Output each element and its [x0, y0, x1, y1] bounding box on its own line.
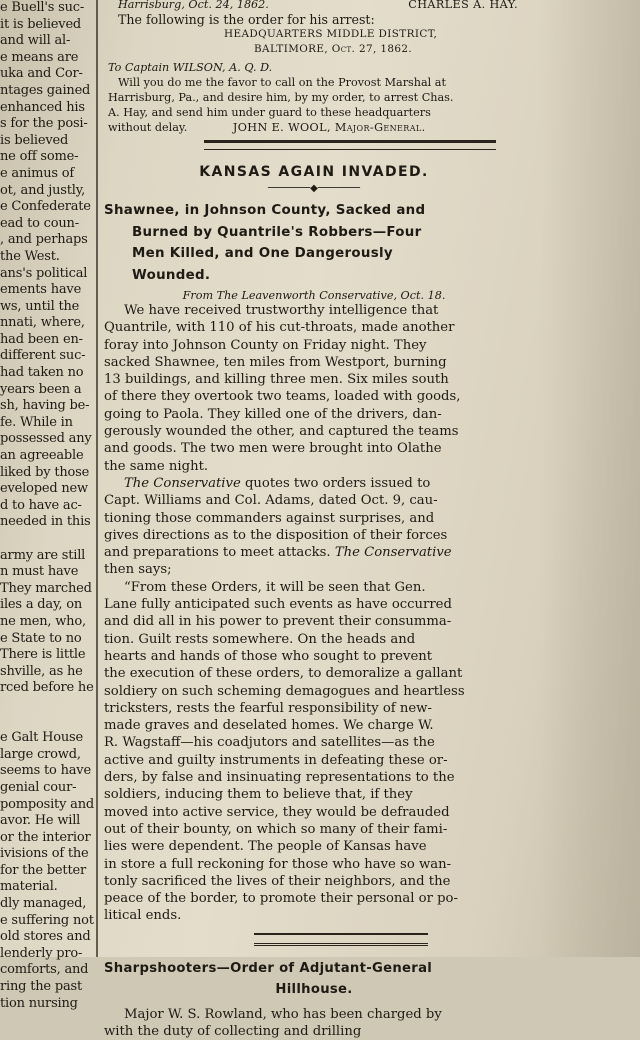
arrest-order: [104, 0, 524, 135]
left-column-line: different suc-: [0, 348, 86, 364]
article-body-line: in store a full reckoning for those who have so wan-: [104, 856, 452, 872]
left-column-line: nnati, where,: [0, 315, 85, 331]
order-body-3: A. Hay, and send him under guard to these headquarters: [108, 106, 431, 119]
left-column-line: ivisions of the: [0, 846, 89, 862]
left-column-line: possessed any: [0, 431, 92, 447]
left-column-line: ne men, who,: [0, 613, 86, 629]
second-article-body: [104, 1006, 524, 1040]
left-column-line: shville, as he: [0, 663, 83, 679]
article-body-line: foray into Johnson County on Friday night. They: [104, 337, 427, 353]
left-column-line: tion nursing: [0, 995, 78, 1011]
left-column-line: the West.: [0, 248, 60, 264]
article-body-line: hearts and hands of those who sought to prevent: [104, 648, 433, 664]
title-ornament: ───────◆───────: [268, 183, 360, 194]
left-column-text: [0, 0, 94, 1011]
page-edge-shadow: [540, 0, 640, 957]
article-body-line: ders, by false and insinuating representations to the: [104, 770, 455, 786]
left-column-line: comforts, and: [0, 962, 89, 978]
left-column-line: dly managed,: [0, 896, 87, 912]
left-column-line: e animus of: [0, 165, 75, 181]
article-body-line: R. Wagstaff—his coadjutors and satellites—as the: [104, 735, 435, 751]
order-body-1: Will you do me the favor to call on the Provost Marshal at: [118, 76, 446, 89]
article-body-line: “From these Orders, it will be seen that Gen.: [124, 579, 426, 595]
left-column-line: e Galt House: [0, 730, 83, 746]
left-column-line: [0, 714, 93, 731]
order-location-date: BALTIMORE, Oct. 27, 1862.: [254, 43, 413, 55]
left-column-line: , and perhaps: [0, 232, 88, 248]
left-column-line: old stores and: [0, 929, 91, 945]
left-column-line: avor. He will: [0, 813, 81, 829]
left-column-line: e suffering not: [0, 912, 94, 928]
second-article-body-line: Major W. S. Rowland, who has been charged by: [124, 1006, 442, 1022]
left-column-line: sh, having be-: [0, 398, 90, 414]
article-source: From The Leavenworth Conservative, Oct. 18.: [182, 289, 446, 302]
left-column-line: rced before he: [0, 680, 94, 696]
left-column-line: ntages gained: [0, 82, 91, 98]
article-body-line: of there they overtook two teams, loaded with goods,: [104, 389, 461, 405]
left-column-line: lenderly pro-: [0, 945, 83, 961]
second-article-body-line: with the duty of collecting and drilling: [104, 1023, 362, 1039]
order-date-line: Harrisburg, Oct. 24, 1862.: [118, 0, 269, 11]
article-body-line: going to Paola. They killed one of the drivers, dan-: [104, 406, 442, 422]
left-column-line: d to have ac-: [0, 497, 82, 513]
article-body-line: litical ends.: [104, 908, 182, 924]
article-body-line: out of their bounty, on which so many of their fami-: [104, 821, 448, 837]
left-column-line: pomposity and: [0, 796, 94, 812]
left-column-line: e Confederate: [0, 199, 91, 215]
article-body-line: lies were dependent. The people of Kansas have: [104, 839, 427, 855]
article-body-line: Capt. Williams and Col. Adams, dated Oct. 9, cau-: [104, 493, 438, 509]
second-article-headline: Sharpshooters—Order of Adjutant-General Hillhouse.: [104, 960, 433, 997]
left-column-line: genial cour-: [0, 779, 77, 795]
article-body-line: 13 buildings, and killing three men. Six miles south: [104, 372, 449, 388]
article-body-line: tion. Guilt rests somewhere. On the heads and: [104, 631, 416, 647]
left-column-line: seems to have: [0, 763, 91, 779]
article-body: [104, 302, 524, 925]
left-column-line: ring the past: [0, 979, 82, 995]
left-column-line: had taken no: [0, 365, 84, 381]
left-column-line: n must have: [0, 564, 79, 580]
article-body-line: moved into active service, they would be defrauded: [104, 804, 450, 820]
order-headquarters: HEADQUARTERS MIDDLE DISTRICT,: [224, 28, 438, 40]
left-column-line: eveloped new: [0, 481, 88, 497]
article-body-line: and preparations to meet attacks. The Conservative: [104, 545, 452, 561]
left-column-line: ead to coun-: [0, 215, 79, 231]
article-headline: Shawnee, in Johnson County, Sacked and Burned by Quantrile's Robbers—Four Men Killed, and One Dangerously Wounded.: [104, 203, 426, 283]
left-column-line: had been en-: [0, 331, 83, 347]
left-column-line: liked by those: [0, 464, 90, 480]
left-column-line: material.: [0, 879, 58, 895]
left-column-line: ot, and justly,: [0, 182, 86, 198]
left-column-line: or the interior: [0, 829, 91, 845]
left-column-line: ans's political: [0, 265, 88, 281]
left-column-line: enhanced his: [0, 99, 85, 115]
left-column-line: is believed: [0, 132, 69, 148]
article-body-line: gerously wounded the other, and captured the teams: [104, 424, 459, 440]
left-column-line: They marched: [0, 580, 92, 596]
left-column-line: There is little: [0, 647, 86, 663]
article-body-line: gives directions as to the disposition of their forces: [104, 527, 448, 543]
article-body-line: active and guilty instruments in defeating these or-: [104, 752, 448, 768]
article-body-line: and did all in his power to prevent their consumma-: [104, 614, 452, 630]
left-column-line: it is believed: [0, 16, 82, 32]
article-body-line: then says;: [104, 562, 172, 578]
left-column-line: ements have: [0, 282, 82, 298]
article-body-line: soldiers, inducing them to believe that, if they: [104, 787, 413, 803]
article-body-line: the same night.: [104, 458, 209, 474]
article-body-line: tricksters, rests the fearful responsibility of new-: [104, 700, 432, 716]
left-column-line: ne off some-: [0, 149, 79, 165]
article-body-line: made graves and deselated homes. We charge W.: [104, 718, 434, 734]
order-signature-hay: CHARLES A. HAY.: [408, 0, 518, 11]
main-column: [104, 0, 524, 1039]
article-divider: [254, 933, 428, 946]
article-body-line: tonly sacrificed the lives of their neighbors, and the: [104, 873, 451, 889]
left-column-line: and will al-: [0, 33, 71, 49]
left-column-line: iles a day, on: [0, 597, 83, 613]
left-column-line: for the better: [0, 862, 86, 878]
article-body-line: peace of the border, to promote their personal or po-: [104, 891, 458, 907]
order-body-4: without delay.: [108, 121, 188, 134]
left-column-line: ws, until the: [0, 298, 80, 314]
order-addressee: To Captain WILSON, A. Q. D.: [108, 61, 273, 74]
left-column-line: large crowd,: [0, 746, 81, 762]
left-column-line: e State to no: [0, 630, 82, 646]
article-body-line: Quantrile, with 110 of his cut-throats, made another: [104, 320, 455, 336]
left-column-line: s for the posi-: [0, 116, 88, 132]
left-column-line: an agreeable: [0, 448, 84, 464]
article-body-line: the execution of these orders, to demoralize a gallant: [104, 666, 463, 682]
article-body-line: and goods. The two men were brought into Olathe: [104, 441, 442, 457]
article-body-line: The Conservative quotes two orders issued to: [124, 475, 431, 491]
left-column-line: needed in this: [0, 514, 91, 530]
left-column-line: [0, 697, 93, 714]
article-body-line: tioning those commanders against surprises, and: [104, 510, 435, 526]
left-column-line: years been a: [0, 381, 82, 397]
left-column-line: fe. While in: [0, 414, 73, 430]
left-column-line: [0, 531, 93, 548]
left-column-line: army are still: [0, 547, 86, 563]
article-body-line: soldiery on such scheming demagogues and heartless: [104, 683, 465, 699]
section-divider: [204, 140, 496, 150]
left-column-line: e means are: [0, 49, 79, 65]
order-body-2: Harrisburg, Pa., and desire him, by my order, to arrest Chas.: [108, 91, 454, 104]
article-title: KANSAS AGAIN INVADED.: [199, 164, 429, 180]
column-rule: [96, 0, 98, 957]
article-body-line: Lane fully anticipated such events as have occurred: [104, 597, 452, 613]
left-column-line: uka and Cor-: [0, 66, 83, 82]
left-column-line: e Buell's suc-: [0, 0, 85, 15]
order-intro: The following is the order for his arrest:: [118, 12, 375, 27]
article-body-line: sacked Shawnee, ten miles from Westport, burning: [104, 354, 447, 370]
article-body-line: We have received trustworthy intelligence that: [124, 303, 439, 318]
order-signature-wool: JOHN E. WOOL, Major-General.: [232, 121, 426, 134]
